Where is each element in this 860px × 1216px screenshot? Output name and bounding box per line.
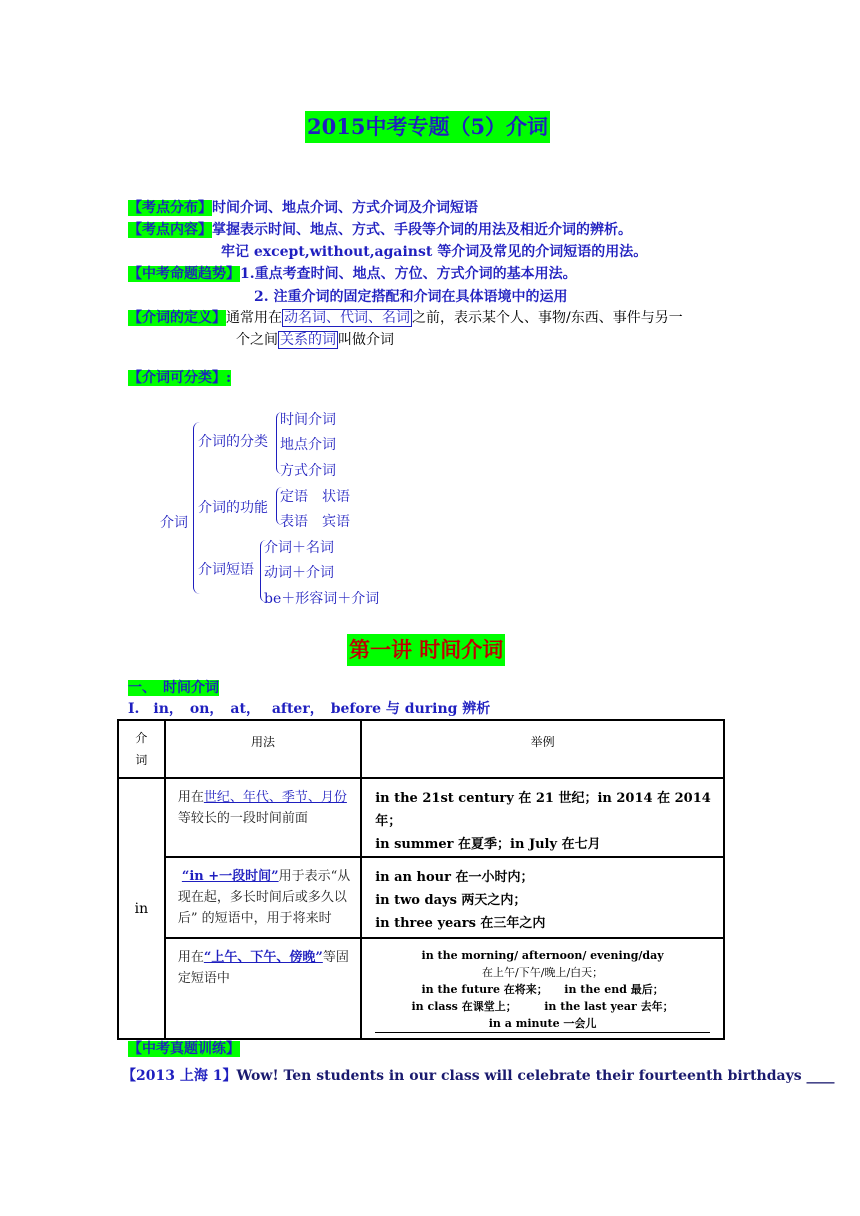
example-line: in class 在课堂上； in the last year 去年； xyxy=(411,1000,674,1013)
usage-cell xyxy=(165,778,361,857)
subheading-1 xyxy=(128,678,219,698)
definition-label: 【介词的定义】 xyxy=(128,310,226,326)
example-line: in the morning/ afternoon/ evening/day xyxy=(421,949,664,962)
practice-label: 【中考真题训练】 xyxy=(128,1041,240,1057)
definition-boxed-1: 动名词、代词、名词 xyxy=(284,310,410,326)
example-cell xyxy=(361,778,724,857)
usage-link: “in +一段时间” xyxy=(181,869,279,884)
tree-branch3-item: 动词＋介词 xyxy=(264,565,334,581)
content-text-2: 牢记 except,without,against 等介词及常见的介词短语的用法。 xyxy=(221,244,648,260)
header-example: 举例 xyxy=(361,720,724,778)
trend-text: 1.重点考查时间、地点、方位、方式介词的基本用法。 xyxy=(240,266,577,282)
tree-branch3-item: 介词＋名词 xyxy=(264,540,334,556)
usage-cell xyxy=(165,857,361,938)
content-row xyxy=(128,220,632,240)
definition-row xyxy=(128,308,683,328)
practice-question xyxy=(122,1066,834,1086)
example-line: in two days 两天之内； xyxy=(375,893,527,908)
example-line: in the future 在将来； in the end 最后； xyxy=(421,983,664,996)
definition-part2: 之前，表示某个人、事物/东西、事件与另一 xyxy=(412,310,683,326)
example-cell xyxy=(361,857,724,938)
usage-link: 世纪、年代、季节、月份 xyxy=(203,790,347,805)
question-text: Wow! Ten students in our class will celebrate their fourteenth birthdays ____ xyxy=(236,1068,835,1084)
usage-pre: 用在 xyxy=(177,950,204,965)
practice-heading xyxy=(128,1039,240,1059)
usage-post: 等较长的一段时间前面 xyxy=(177,811,308,826)
classify-row xyxy=(128,368,231,388)
table-row xyxy=(118,778,724,857)
page-title: 2015中考专题（5）介词 xyxy=(305,111,550,143)
example-line: in the 21st century 在 21 世纪；in 2014 在 2014 年； xyxy=(375,791,711,829)
tree-branch2-label: 介词的功能 xyxy=(198,500,268,516)
table-row xyxy=(118,938,724,1039)
distribution-label: 【考点分布】 xyxy=(128,200,212,216)
example-line: in an hour 在一小时内； xyxy=(375,870,534,885)
table-row xyxy=(118,857,724,938)
tree-branch3-label: 介词短语 xyxy=(198,562,254,578)
distribution-row xyxy=(128,198,478,218)
definition-part4: 叫做介词 xyxy=(338,332,394,348)
usage-link: “上午、下午、傍晚” xyxy=(203,950,323,965)
header-word: 介 词 xyxy=(118,720,165,778)
definition-boxed-2: 关系的词 xyxy=(280,332,336,348)
definition-row-2 xyxy=(236,330,394,350)
classify-label: 【介词可分类】: xyxy=(128,370,232,386)
subheading-1-text: 一、 时间介词 xyxy=(128,680,219,696)
definition-part1: 通常用在 xyxy=(226,310,282,326)
usage-pre: 用在 xyxy=(177,790,204,805)
tree-branch1-label: 介词的分类 xyxy=(198,434,268,450)
example-line: in a minute 一会儿 xyxy=(375,1015,710,1033)
trend-row xyxy=(128,264,577,284)
tree-branch1-item: 时间介词 xyxy=(280,412,336,428)
usage-post: 用于表示“从现在起，多长时间后或多久以后” 的短语中，用于将来时 xyxy=(177,869,351,926)
lecture-title: 第一讲 时间介词 xyxy=(347,634,505,666)
usage-post: 等固定短语中 xyxy=(177,950,349,986)
example-cell xyxy=(361,938,724,1039)
definition-part3: 个之间 xyxy=(236,332,278,348)
tree-root: 介词 xyxy=(160,515,188,531)
table-header-row xyxy=(118,720,724,778)
tree-branch2-item: 定语 状语 xyxy=(280,489,350,505)
distribution-text: 时间介词、地点介词、方式介词及介词短语 xyxy=(212,200,478,216)
subheading-2: I. in， on， at， after， before 与 during 辨析 xyxy=(128,701,491,717)
usage-cell xyxy=(165,938,361,1039)
tree-branch1-item: 方式介词 xyxy=(280,463,336,479)
content-text: 掌握表示时间、地点、方式、手段等介词的用法及相近介词的辨析。 xyxy=(212,222,632,238)
table-word-in: in xyxy=(118,778,165,1039)
tree-branch2-item: 表语 宾语 xyxy=(280,514,350,530)
tree-branch3-item: be＋形容词＋介词 xyxy=(264,591,380,607)
content-label: 【考点内容】 xyxy=(128,222,212,238)
trend-text-2: 2. 注重介词的固定搭配和介词在具体语境中的运用 xyxy=(254,289,568,305)
tree-branch1-item: 地点介词 xyxy=(280,437,336,453)
trend-label: 【中考命题趋势】 xyxy=(128,266,240,282)
example-line: in summer 在夏季；in July 在七月 xyxy=(375,837,601,852)
example-line: in three years 在三年之内 xyxy=(375,916,546,931)
header-usage: 用法 xyxy=(165,720,361,778)
question-source: 【2013 上海 1】 xyxy=(122,1068,237,1084)
usage-table xyxy=(117,719,725,1040)
example-line: 在上午/下午/晚上/白天； xyxy=(482,966,604,979)
